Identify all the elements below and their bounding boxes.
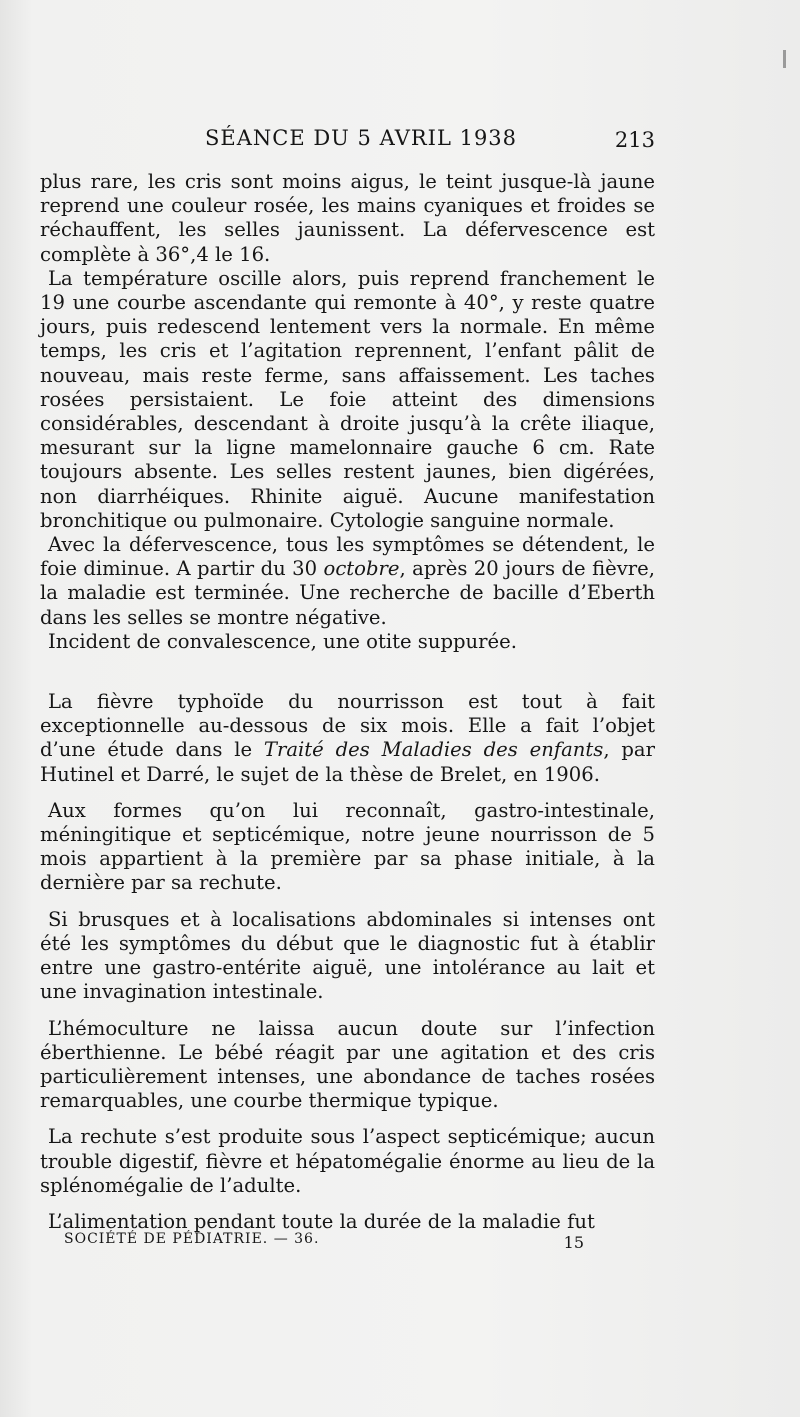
running-head: SÉANCE DU 5 AVRIL 1938: [205, 126, 518, 150]
paragraph: L’hémoculture ne laissa aucun doute sur l’infection éberthienne. Le bébé réagit par une agitation et des cris particulièrement intenses, une abondance de taches rosées remarquables, une courbe thermique typique.: [40, 1016, 655, 1113]
paragraph: Si brusques et à localisations abdominales si intenses ont été les symptômes du début que le diagnostic fut à établir entre une gastro-entérite aiguë, une intolérance au lait et une invagination intestinale.: [40, 907, 655, 1004]
paragraph-gap: [40, 1005, 655, 1017]
body-text: [40, 170, 655, 1234]
text-run: , par Hutinel et Darré, le sujet de la thèse de Brelet, en 1906.: [40, 738, 655, 786]
paragraph-gap: [40, 896, 655, 908]
paragraph: [40, 533, 655, 630]
italic-book-title: Traité des Maladies des enfants: [263, 738, 604, 762]
paragraph: L’alimentation pendant toute la durée de la maladie fut: [48, 1209, 595, 1233]
paragraph: [40, 690, 655, 787]
paragraph: Incident de convalescence, une otite suppurée.: [48, 629, 517, 653]
signature-number: 15: [563, 1233, 584, 1252]
text-run: , après 20 jours de fièvre, la maladie est terminée. Une recherche de bacille d’Eberth dans les selles se montre négative.: [40, 557, 655, 629]
paragraph: plus rare, les cris sont moins aigus, le teint jusque-là jaune reprend une couleur rosée, les mains cyaniques et froides se réchauffent, les selles jaunissent. La défervescence est complète à 36°,4 le 16.: [40, 170, 655, 266]
page-edge-mark: [783, 50, 786, 68]
paragraph: La rechute s’est produite sous l’aspect septicémique; aucun trouble digestif, fièvre et hépatomégalie énorme au lieu de la splénomégalie de l’adulte.: [40, 1125, 655, 1197]
text-run: La fièvre typhoïde du nourrisson est tout à fait exceptionnelle au-dessous de six mois. Elle a fait l’objet d’une étude dans le: [40, 690, 655, 762]
paragraph-gap: [40, 787, 655, 799]
italic-date: octobre: [323, 557, 400, 581]
signature-mark: SOCIÉTÉ DE PÉDIATRIE. — 36.: [64, 1231, 320, 1247]
paragraph: Aux formes qu’on lui reconnaît, gastro-intestinale, méningitique et septicémique, notre jeune nourrisson de 5 mois appartient à la première par sa phase initiale, à la dernière par sa rechute.: [40, 798, 655, 895]
paragraph: La température oscille alors, puis reprend franchement le 19 une courbe ascendante qui remonte à 40°, y reste quatre jours, puis redescend lentement vers la normale. En même temps, les cris et l’agitation reprennent, l’enfant pâlit de nouveau, mais reste ferme, sans affaissement. Les taches rosées persistaient. Le foie atteint des dimensions considérables, descendant à droite jusqu’à la crête iliaque, mesurant sur la ligne mamelonnaire gauche 6 cm. Rate toujours absente. Les selles restent jaunes, bien digérées, non diarrhéiques. Rhinite aiguë. Aucune manifestation bronchitique ou pulmonaire. Cytologie sanguine normale.: [40, 266, 655, 532]
paragraph-gap: [40, 1113, 655, 1125]
paragraph-gap: [40, 1198, 655, 1210]
page-footer: [64, 1231, 584, 1255]
page-header: [40, 126, 655, 160]
section-gap: [40, 654, 655, 690]
page-number: 213: [614, 128, 655, 152]
text-run: Avec la défervescence, tous les symptômes se détendent, le foie diminue. A partir du 30: [40, 533, 655, 581]
